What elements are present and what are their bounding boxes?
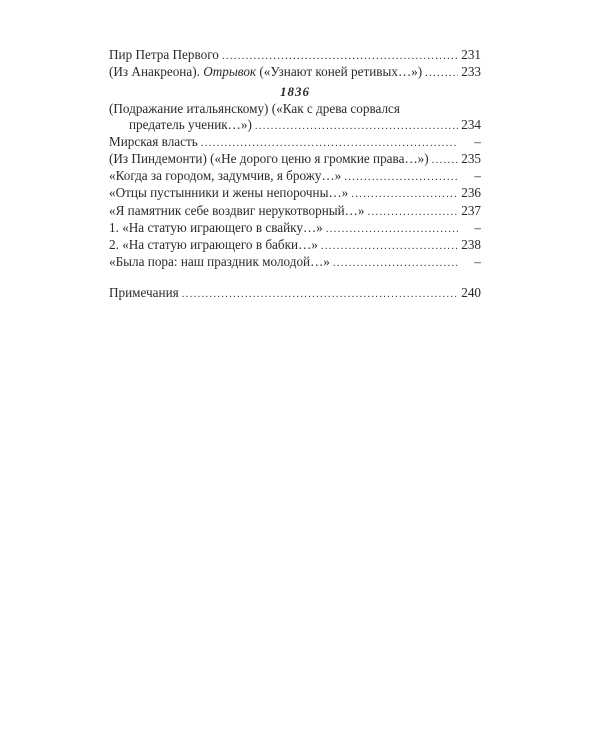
toc-entry-title-italic: Отрывок bbox=[203, 64, 257, 80]
toc-entry-page: 237 bbox=[461, 202, 481, 218]
table-of-contents bbox=[109, 47, 481, 303]
toc-entry bbox=[109, 254, 481, 271]
spacer bbox=[109, 271, 481, 285]
toc-entry-page: – bbox=[474, 254, 481, 270]
toc-entry bbox=[109, 237, 481, 254]
toc-entry bbox=[109, 203, 481, 220]
toc-entry-title: «Я памятник себе воздвиг нерукотворный…» bbox=[109, 202, 365, 218]
toc-entry-page: 235 bbox=[461, 151, 481, 167]
toc-entry-page: 240 bbox=[461, 285, 481, 301]
toc-entry bbox=[109, 64, 481, 81]
dot-leader bbox=[425, 66, 458, 81]
toc-entry-title: Мирская власть bbox=[109, 133, 198, 149]
toc-entry-title-line1: (Подражание итальянскому) («Как с древа сорвался bbox=[109, 101, 400, 117]
toc-entry-title-part: (Из Анакреона). bbox=[109, 64, 204, 80]
year-heading: 1836 bbox=[280, 84, 310, 100]
toc-entry-page: – bbox=[474, 133, 481, 149]
toc-entry-title: «Была пора: наш праздник молодой…» bbox=[109, 254, 330, 270]
dot-leader bbox=[255, 119, 458, 134]
toc-entry-line2 bbox=[109, 117, 481, 134]
toc-entry-page: 233 bbox=[461, 64, 481, 80]
dot-leader bbox=[182, 287, 458, 302]
toc-entry-title-line2: предатель ученик…») bbox=[129, 116, 252, 132]
toc-entry bbox=[109, 47, 481, 64]
dot-leader bbox=[351, 187, 458, 202]
toc-entry bbox=[109, 185, 481, 202]
dot-leader bbox=[321, 239, 458, 254]
toc-entry-title: Пир Петра Первого bbox=[109, 47, 219, 62]
toc-entry bbox=[109, 220, 481, 237]
toc-entry-title: 2. «На статую играющего в бабки…» bbox=[109, 237, 318, 253]
dot-leader bbox=[326, 222, 458, 237]
toc-entry bbox=[109, 151, 481, 168]
toc-entry-notes bbox=[109, 285, 481, 302]
toc-entry bbox=[109, 134, 481, 151]
dot-leader bbox=[367, 205, 458, 220]
dot-leader bbox=[333, 256, 458, 271]
dot-leader bbox=[432, 153, 458, 168]
toc-entry-page: 236 bbox=[461, 185, 481, 201]
toc-entry-page: – bbox=[474, 168, 481, 184]
toc-entry-title: Примечания bbox=[109, 285, 179, 301]
toc-entry-page: 234 bbox=[461, 116, 481, 132]
toc-entry-title: «Отцы пустынники и жены непорочны…» bbox=[109, 185, 349, 201]
toc-entry-title: 1. «На статую играющего в свайку…» bbox=[109, 219, 323, 235]
toc-entry-title: «Когда за городом, задумчив, я брожу…» bbox=[109, 168, 342, 184]
toc-entry-page: – bbox=[474, 219, 481, 235]
toc-entry-title-part: («Узнают коней ретивых…») bbox=[256, 64, 423, 80]
toc-entry bbox=[109, 168, 481, 185]
toc-entry-title: (Из Пиндемонти) («Не дорого ценю я громкие права…») bbox=[109, 151, 429, 167]
toc-entry-title bbox=[109, 64, 425, 79]
toc-entry bbox=[109, 101, 481, 133]
toc-entry-page: 231 bbox=[461, 47, 481, 62]
toc-entry-page: 238 bbox=[461, 237, 481, 253]
dot-leader bbox=[201, 136, 458, 151]
dot-leader bbox=[222, 49, 458, 64]
dot-leader bbox=[344, 170, 458, 185]
